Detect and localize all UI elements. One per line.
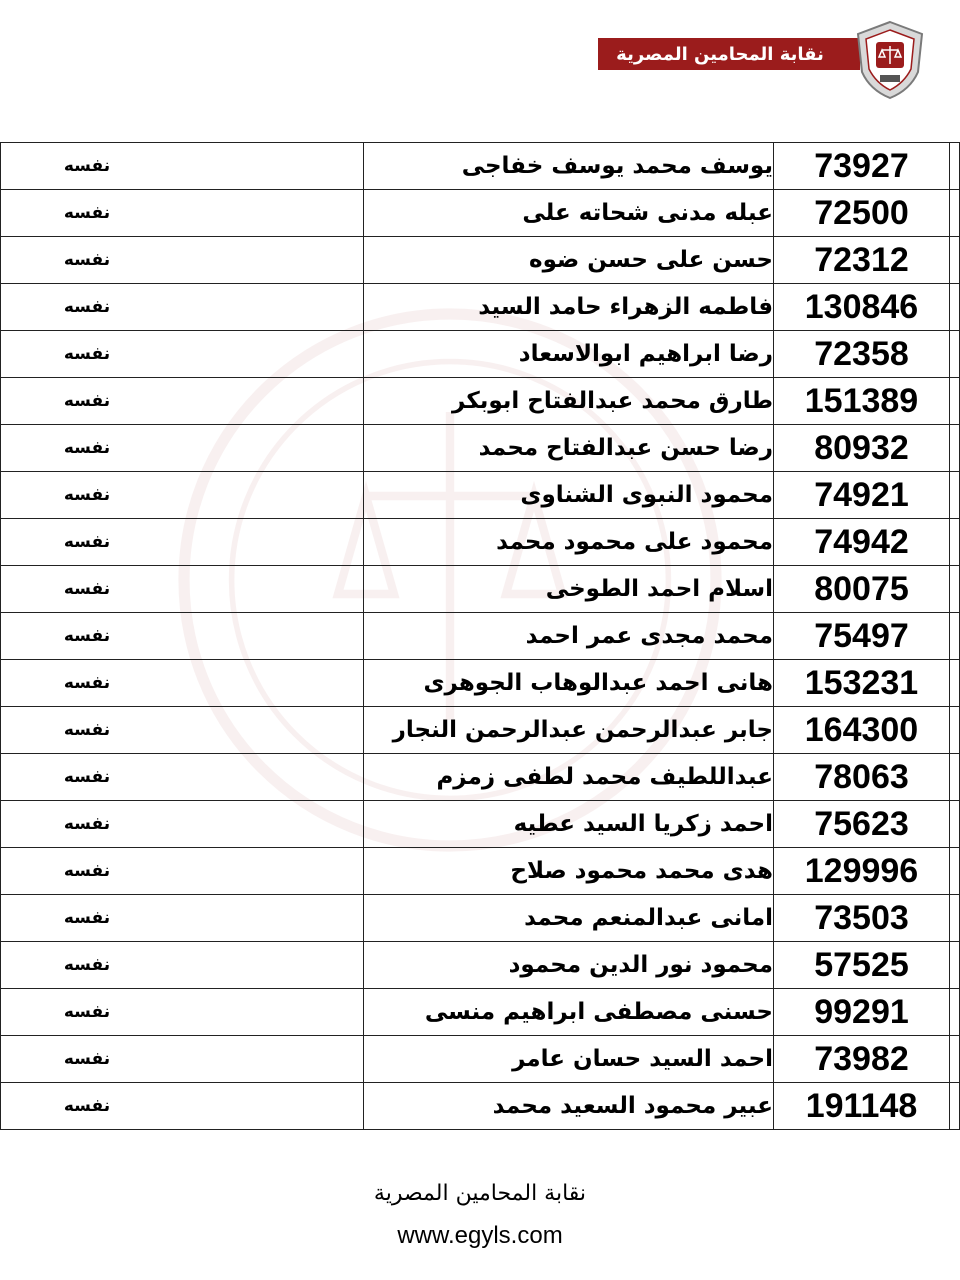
relation-cell [1, 895, 364, 942]
table-row [1, 425, 960, 472]
relation-label: نفسه [63, 908, 111, 928]
relation-label: نفسه [63, 438, 111, 458]
row-edge-cell [950, 566, 960, 613]
relation-label: نفسه [63, 297, 111, 317]
relation-label: نفسه [63, 344, 111, 364]
membership-number: 153231 [774, 660, 950, 707]
relation-label: نفسه [63, 814, 111, 834]
member-name: حسن على حسن ضوه [364, 237, 774, 284]
table-row [1, 895, 960, 942]
membership-number: 72312 [774, 237, 950, 284]
member-name: احمد زكريا السيد عطيه [364, 801, 774, 848]
member-name: حسنى مصطفى ابراهيم منسى [364, 989, 774, 1036]
relation-cell [1, 942, 364, 989]
member-name: يوسف محمد يوسف خفاجى [364, 143, 774, 190]
membership-number: 151389 [774, 378, 950, 425]
relation-cell [1, 1083, 364, 1130]
member-name: محمود على محمود محمد [364, 519, 774, 566]
row-edge-cell [950, 519, 960, 566]
relation-label: نفسه [63, 203, 111, 223]
relation-label: نفسه [63, 673, 111, 693]
member-name: محمود نور الدين محمود [364, 942, 774, 989]
row-edge-cell [950, 848, 960, 895]
table-row [1, 707, 960, 754]
member-name: محمد مجدى عمر احمد [364, 613, 774, 660]
relation-cell [1, 989, 364, 1036]
header-banner: نقابة المحامين المصرية [598, 38, 860, 70]
membership-number: 99291 [774, 989, 950, 1036]
membership-number: 73927 [774, 143, 950, 190]
relation-label: نفسه [63, 391, 111, 411]
relation-label: نفسه [63, 532, 111, 552]
membership-number: 72500 [774, 190, 950, 237]
relation-label: نفسه [63, 1002, 111, 1022]
table-row [1, 143, 960, 190]
row-edge-cell [950, 707, 960, 754]
table-row [1, 613, 960, 660]
table-row [1, 754, 960, 801]
row-edge-cell [950, 190, 960, 237]
scales-shield-icon [852, 20, 928, 100]
member-name: رضا ابراهيم ابوالاسعاد [364, 331, 774, 378]
relation-cell [1, 237, 364, 284]
row-edge-cell [950, 331, 960, 378]
member-name: عبداللطيف محمد لطفى زمزم [364, 754, 774, 801]
footer-title: نقابة المحامين المصرية [373, 1181, 587, 1206]
member-name: جابر عبدالرحمن عبدالرحمن النجار [364, 707, 774, 754]
member-name: رضا حسن عبدالفتاح محمد [364, 425, 774, 472]
relation-cell [1, 284, 364, 331]
relation-label: نفسه [63, 579, 111, 599]
membership-number: 80075 [774, 566, 950, 613]
member-name: طارق محمد عبدالفتاح ابوبكر [364, 378, 774, 425]
relation-label: نفسه [63, 156, 111, 176]
members-table [0, 142, 960, 1130]
relation-label: نفسه [63, 767, 111, 787]
member-name: هانى احمد عبدالوهاب الجوهرى [364, 660, 774, 707]
relation-cell [1, 754, 364, 801]
member-name: اسلام احمد الطوخى [364, 566, 774, 613]
row-edge-cell [950, 378, 960, 425]
relation-label: نفسه [63, 955, 111, 975]
table-row [1, 848, 960, 895]
relation-label: نفسه [63, 1049, 111, 1069]
row-edge-cell [950, 989, 960, 1036]
relation-cell [1, 425, 364, 472]
membership-number: 164300 [774, 707, 950, 754]
relation-cell [1, 707, 364, 754]
row-edge-cell [950, 613, 960, 660]
row-edge-cell [950, 143, 960, 190]
membership-number: 75623 [774, 801, 950, 848]
relation-cell [1, 472, 364, 519]
relation-cell [1, 660, 364, 707]
membership-number: 57525 [774, 942, 950, 989]
relation-label: نفسه [63, 1096, 111, 1116]
row-edge-cell [950, 895, 960, 942]
member-name: محمود النبوى الشناوى [364, 472, 774, 519]
relation-cell [1, 378, 364, 425]
table-row [1, 1036, 960, 1083]
table-row [1, 284, 960, 331]
relation-cell [1, 190, 364, 237]
table-row [1, 378, 960, 425]
relation-cell [1, 613, 364, 660]
relation-cell [1, 801, 364, 848]
membership-number: 75497 [774, 613, 950, 660]
table-row [1, 237, 960, 284]
row-edge-cell [950, 660, 960, 707]
row-edge-cell [950, 425, 960, 472]
membership-number: 80932 [774, 425, 950, 472]
table-row [1, 331, 960, 378]
relation-cell [1, 566, 364, 613]
relation-cell [1, 143, 364, 190]
membership-number: 74942 [774, 519, 950, 566]
relation-cell [1, 1036, 364, 1083]
row-edge-cell [950, 472, 960, 519]
member-name: فاطمه الزهراء حامد السيد [364, 284, 774, 331]
member-name: امانى عبدالمنعم محمد [364, 895, 774, 942]
row-edge-cell [950, 284, 960, 331]
row-edge-cell [950, 942, 960, 989]
table-row [1, 566, 960, 613]
membership-number: 191148 [774, 1083, 950, 1130]
footer-url[interactable]: www.egyls.com [397, 1222, 563, 1249]
membership-number: 78063 [774, 754, 950, 801]
table-row [1, 472, 960, 519]
relation-label: نفسه [63, 626, 111, 646]
row-edge-cell [950, 1036, 960, 1083]
member-name: احمد السيد حسان عامر [364, 1036, 774, 1083]
table-row [1, 519, 960, 566]
table-row [1, 801, 960, 848]
member-name: عبير محمود السعيد محمد [364, 1083, 774, 1130]
relation-label: نفسه [63, 485, 111, 505]
relation-label: نفسه [63, 720, 111, 740]
membership-number: 130846 [774, 284, 950, 331]
relation-label: نفسه [63, 861, 111, 881]
table-row [1, 1083, 960, 1130]
member-name: عبله مدنى شحاته على [364, 190, 774, 237]
membership-number: 129996 [774, 848, 950, 895]
table-row [1, 942, 960, 989]
row-edge-cell [950, 801, 960, 848]
membership-number: 72358 [774, 331, 950, 378]
member-name: هدى محمد محمود صلاح [364, 848, 774, 895]
membership-number: 73503 [774, 895, 950, 942]
membership-number: 73982 [774, 1036, 950, 1083]
relation-cell [1, 848, 364, 895]
table-row [1, 190, 960, 237]
table-row [1, 989, 960, 1036]
relation-cell [1, 519, 364, 566]
table-row [1, 660, 960, 707]
row-edge-cell [950, 237, 960, 284]
row-edge-cell [950, 754, 960, 801]
row-edge-cell [950, 1083, 960, 1130]
relation-cell [1, 331, 364, 378]
relation-label: نفسه [63, 250, 111, 270]
membership-number: 74921 [774, 472, 950, 519]
